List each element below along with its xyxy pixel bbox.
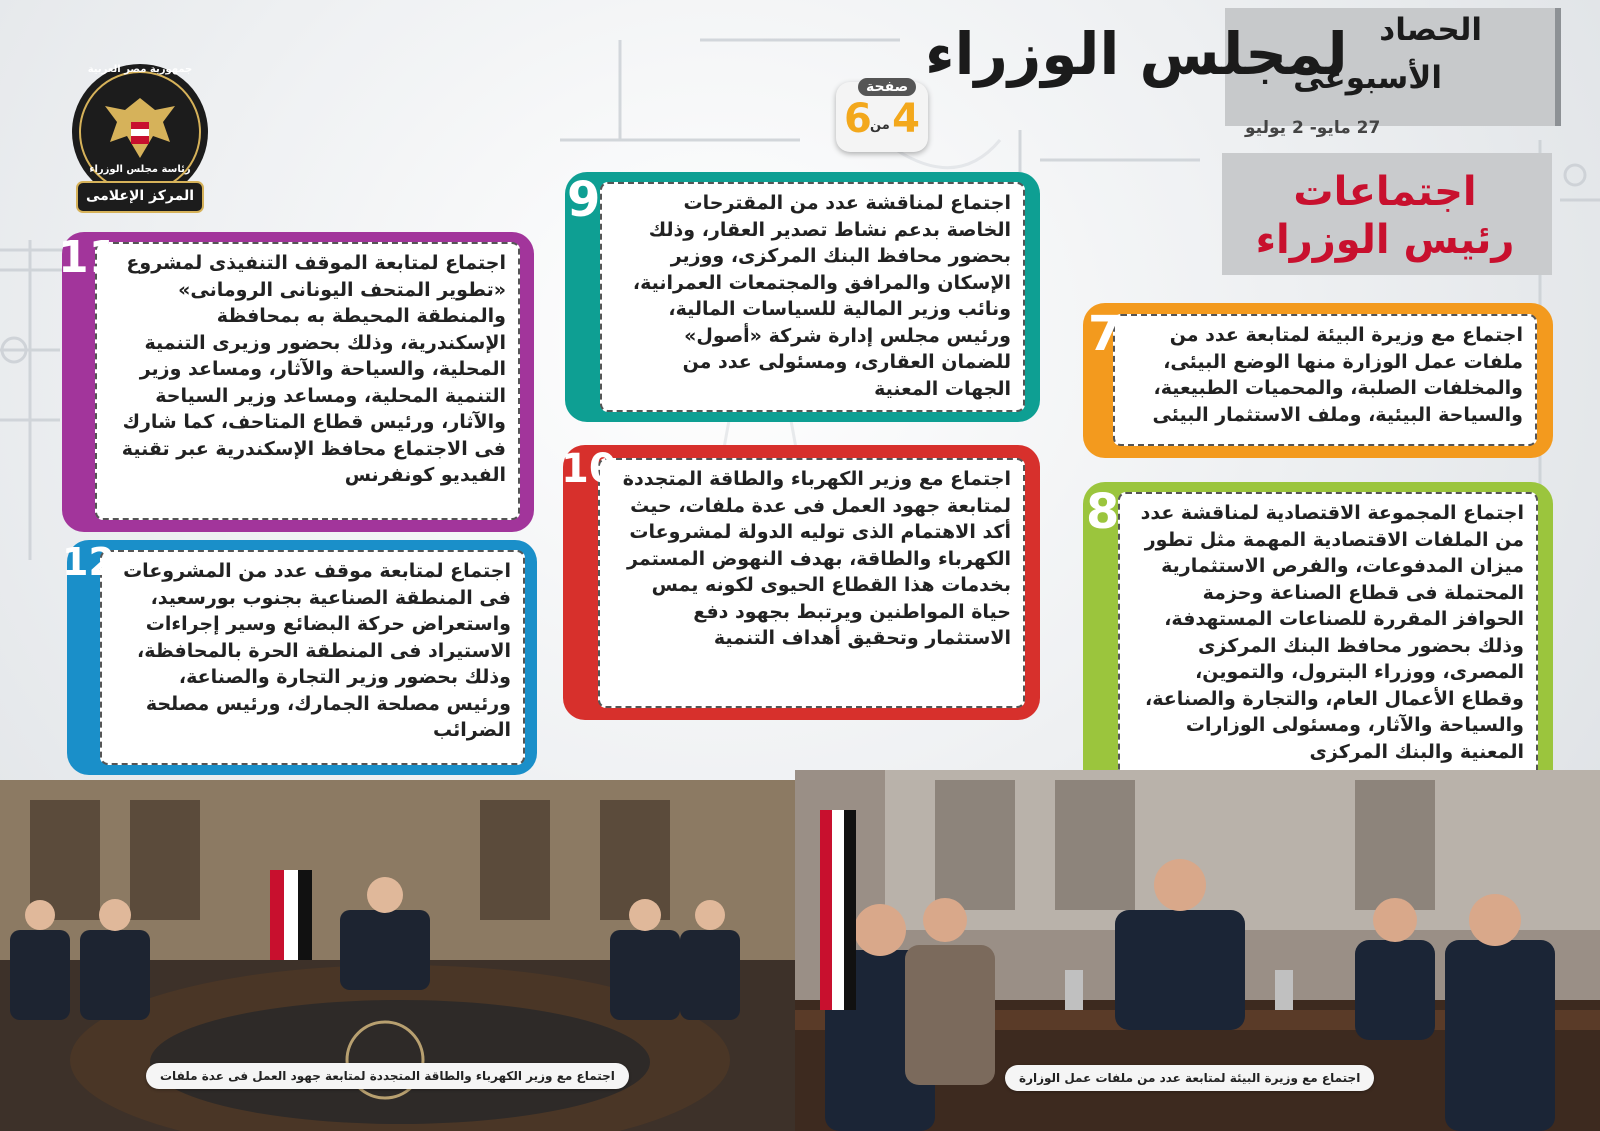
meeting-text-12: اجتماع لمتابعة موقف عدد من المشروعات فى المنطقة الصناعية بجنوب بورسعيد، واستعراض حركة البضائع وسير إجراءات الاستيراد فى المنطقة الحرة بالمحافظة، وذلك بحضور وزير التجارة والصناعة، ورئيس مصلحة الجمارك، ورئيس مصلحة الضرائب [100, 550, 525, 765]
meeting-text-8: اجتماع المجموعة الاقتصادية لمناقشة عدد من الملفات الاقتصادية المهمة مثل تطور ميزان المدفوعات، والفرص الاستثمارية المحتملة فى قطاع الصناعة وحزمة الحوافز المقررة للصناعات المستهدفة، وذلك بحضور محافظ البنك المركزى المصرى، ووزراء البترول، والتموين، وقطاع الأعمال العام، والتجارة والصناعة، والسياحة والآثار، ومسئولى الوزارات المعنية والبنك المركزى [1118, 492, 1538, 782]
meeting-number-7: 7 [1088, 306, 1122, 362]
header-date: 27 مايو- 2 يوليو [1245, 118, 1381, 138]
page-label: صفحة [858, 78, 916, 96]
page-current: 4 [892, 96, 920, 142]
cabinet-media-center-logo [65, 60, 215, 220]
meeting-text-9: اجتماع لمناقشة عدد من المقترحات الخاصة بدعم نشاط تصدير العقار، وذلك بحضور محافظ البنك المركزى، ووزير الإسكان والمرافق والمجتمعات العمرانية، ونائب وزير المالية للسياسات المالية، ورئيس مجلس إدارة شركة «أصول» للضمان العقارى، ومسئولى عدد من الجهات المعنية [600, 182, 1025, 412]
section-title: اجتماعات رئيس الوزراء [1255, 169, 1515, 263]
meeting-number-10: 10 [561, 446, 617, 492]
meeting-text-7: اجتماع مع وزيرة البيئة لمتابعة عدد من ملفات عمل الوزارة منها الوضع البيئى، والمخلفات الصلبة، والمحميات الطبيعية، والسياحة البيئية، وملف الاستثمار البيئى [1113, 314, 1537, 446]
page-indicator [836, 79, 928, 152]
meeting-number-11: 11 [58, 232, 120, 283]
header-title-main: لمجلس الوزراء [925, 20, 1348, 88]
meeting-text-10: اجتماع مع وزير الكهرباء والطاقة المتجددة لمتابعة جهود العمل فى عدة ملفات، حيث أكد الاهتمام الذى توليه الدولة لمشروعات الكهرباء والطاقة، بهدف النهوض المستمر بخدمات هذا القطاع الحيوى لكونه يمس حياة المواطنين ويرتبط بجهود دفع الاستثمار وتحقيق أهداف التنمية [598, 458, 1025, 708]
page-total: 6 [844, 96, 872, 142]
header-title-small-2: الأسبوعى [1293, 60, 1442, 96]
photo-caption-left: اجتماع مع وزير الكهرباء والطاقة المتجددة لمتابعة جهود العمل فى عدة ملفات [146, 1063, 629, 1089]
meeting-number-9: 9 [567, 172, 601, 228]
page-of: من [870, 118, 890, 133]
logo-text-top: جمهورية مصر العربية [87, 64, 193, 75]
meeting-text-11: اجتماع لمتابعة الموقف التنفيذى لمشروع «تطوير المتحف اليونانى الرومانى» والمنطقة المحيطة به بمحافظة الإسكندرية، وذلك بحضور وزيرى التنمية المحلية، والسياحة والآثار، ومساعد وزير التنمية المحلية، ومساعد وزير السياحة والآثار، ورئيس قطاع المتاحف، كما شارك فى الاجتماع محافظ الإسكندرية عبر تقنية الفيديو كونفرنس [95, 242, 520, 520]
meeting-number-12: 12 [62, 540, 115, 584]
logo-text-mid: رئاسة مجلس الوزراء [89, 164, 191, 175]
meeting-number-8: 8 [1086, 484, 1120, 540]
header-title-small-1: الحصاد [1379, 12, 1482, 48]
photo-caption-right: اجتماع مع وزيرة البيئة لمتابعة عدد من ملفات عمل الوزارة [1005, 1065, 1374, 1091]
logo-text-bottom: المركز الإعلامى [85, 188, 195, 204]
